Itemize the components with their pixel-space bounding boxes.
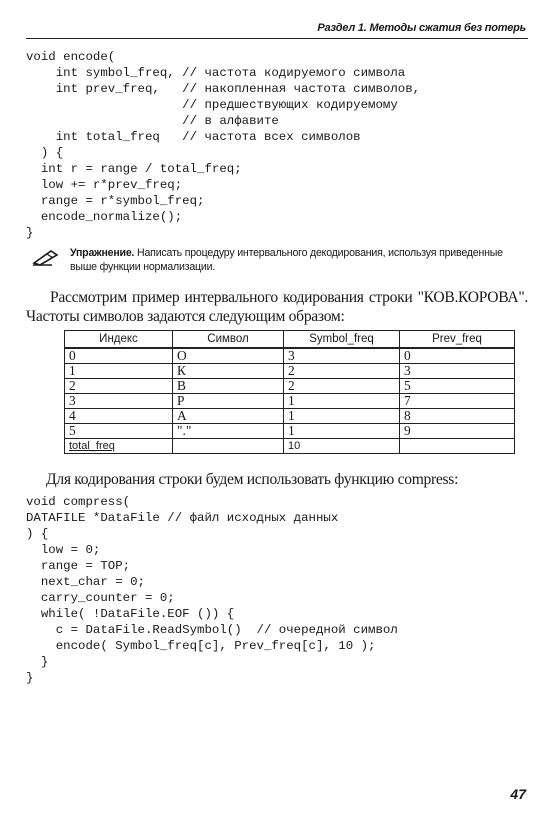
table-cell: 2 — [65, 379, 173, 394]
table-cell: А — [173, 409, 284, 424]
exercise-text — [70, 246, 530, 274]
running-header — [26, 20, 528, 39]
code-line: // предшествующих кодируемому — [26, 98, 398, 112]
code-line: int total_freq // частота всех символов — [26, 130, 361, 144]
table-row — [65, 424, 515, 439]
code-line: encode( Symbol_freq[c], Prev_freq[c], 10 ); — [26, 639, 376, 653]
table-cell: В — [173, 379, 284, 394]
table-row — [65, 348, 515, 364]
total-value: 10 — [284, 439, 400, 454]
table-cell: 9 — [400, 424, 515, 439]
table-cell: 1 — [284, 394, 400, 409]
table-row — [65, 364, 515, 379]
code-line: void encode( — [26, 50, 116, 64]
table-cell: 8 — [400, 409, 515, 424]
table-cell: 5 — [400, 379, 515, 394]
code-encode — [26, 49, 420, 241]
table-cell: 3 — [65, 394, 173, 409]
column-header-symbol: Символ — [173, 331, 284, 349]
table-cell-empty — [400, 439, 515, 454]
frequency-table — [64, 330, 515, 454]
table-total-row — [65, 439, 515, 454]
section-title: Раздел 1. Методы сжатия без потерь — [317, 22, 526, 34]
column-header-index: Индекс — [65, 331, 173, 349]
table-cell: 1 — [284, 424, 400, 439]
table-cell: 3 — [400, 364, 515, 379]
code-line: } — [26, 226, 34, 240]
column-header-prev-freq: Prev_freq — [400, 331, 515, 349]
table-cell: 3 — [284, 348, 400, 364]
table-cell: К — [173, 364, 284, 379]
code-line: next_char = 0; — [26, 575, 145, 589]
column-header-symbol-freq: Symbol_freq — [284, 331, 400, 349]
code-line: encode_normalize(); — [26, 210, 183, 224]
table-cell: Р — [173, 394, 284, 409]
code-line: carry_counter = 0; — [26, 591, 175, 605]
code-line: low += r*prev_freq; — [26, 178, 183, 192]
table-cell: 0 — [65, 348, 173, 364]
exercise-label: Упражнение. — [70, 247, 135, 259]
code-line: range = TOP; — [26, 559, 131, 573]
code-line: DATAFILE *DataFile // файл исходных данных — [26, 511, 339, 525]
table-cell: 4 — [65, 409, 173, 424]
code-line: } — [26, 655, 49, 669]
code-line: low = 0; — [26, 543, 101, 557]
intro-paragraph: Рассмотрим пример интервального кодирования строки "КОВ.КОРОВА". Частоты символов задаются следующим образом: — [26, 289, 528, 325]
code-line: ) { — [26, 146, 64, 160]
table-header-row — [65, 331, 515, 349]
code-line: int prev_freq, // накопленная частота символов, — [26, 82, 421, 96]
total-label: total_freq — [65, 439, 173, 454]
exercise-body: Написать процедуру интервального декодирования, используя приведенные выше функции нормализации. — [70, 247, 503, 273]
code-line: ) { — [26, 527, 49, 541]
pencil-icon — [32, 248, 60, 266]
table-cell: О — [173, 348, 284, 364]
table-cell: "." — [173, 424, 284, 439]
code-line: // в алфавите — [26, 114, 279, 128]
code-line: while( !DataFile.EOF ()) { — [26, 607, 235, 621]
table-cell: 1 — [65, 364, 173, 379]
table-cell-empty — [173, 439, 284, 454]
code-line: c = DataFile.ReadSymbol() // очередной символ — [26, 623, 398, 637]
page-number: 47 — [510, 786, 526, 802]
table-cell: 7 — [400, 394, 515, 409]
code-compress — [26, 494, 398, 686]
code-line: int symbol_freq, // частота кодируемого символа — [26, 66, 406, 80]
table-row — [65, 394, 515, 409]
code-line: } — [26, 671, 34, 685]
code-line: void compress( — [26, 495, 131, 509]
table-cell: 2 — [284, 364, 400, 379]
table-cell: 2 — [284, 379, 400, 394]
table-row — [65, 409, 515, 424]
table-cell: 0 — [400, 348, 515, 364]
table-cell: 5 — [65, 424, 173, 439]
table-row — [65, 379, 515, 394]
compress-paragraph: Для кодирования строки будем использовать функцию compress: — [46, 471, 459, 488]
code-line: range = r*symbol_freq; — [26, 194, 205, 208]
table-cell: 1 — [284, 409, 400, 424]
code-line: int r = range / total_freq; — [26, 162, 242, 176]
